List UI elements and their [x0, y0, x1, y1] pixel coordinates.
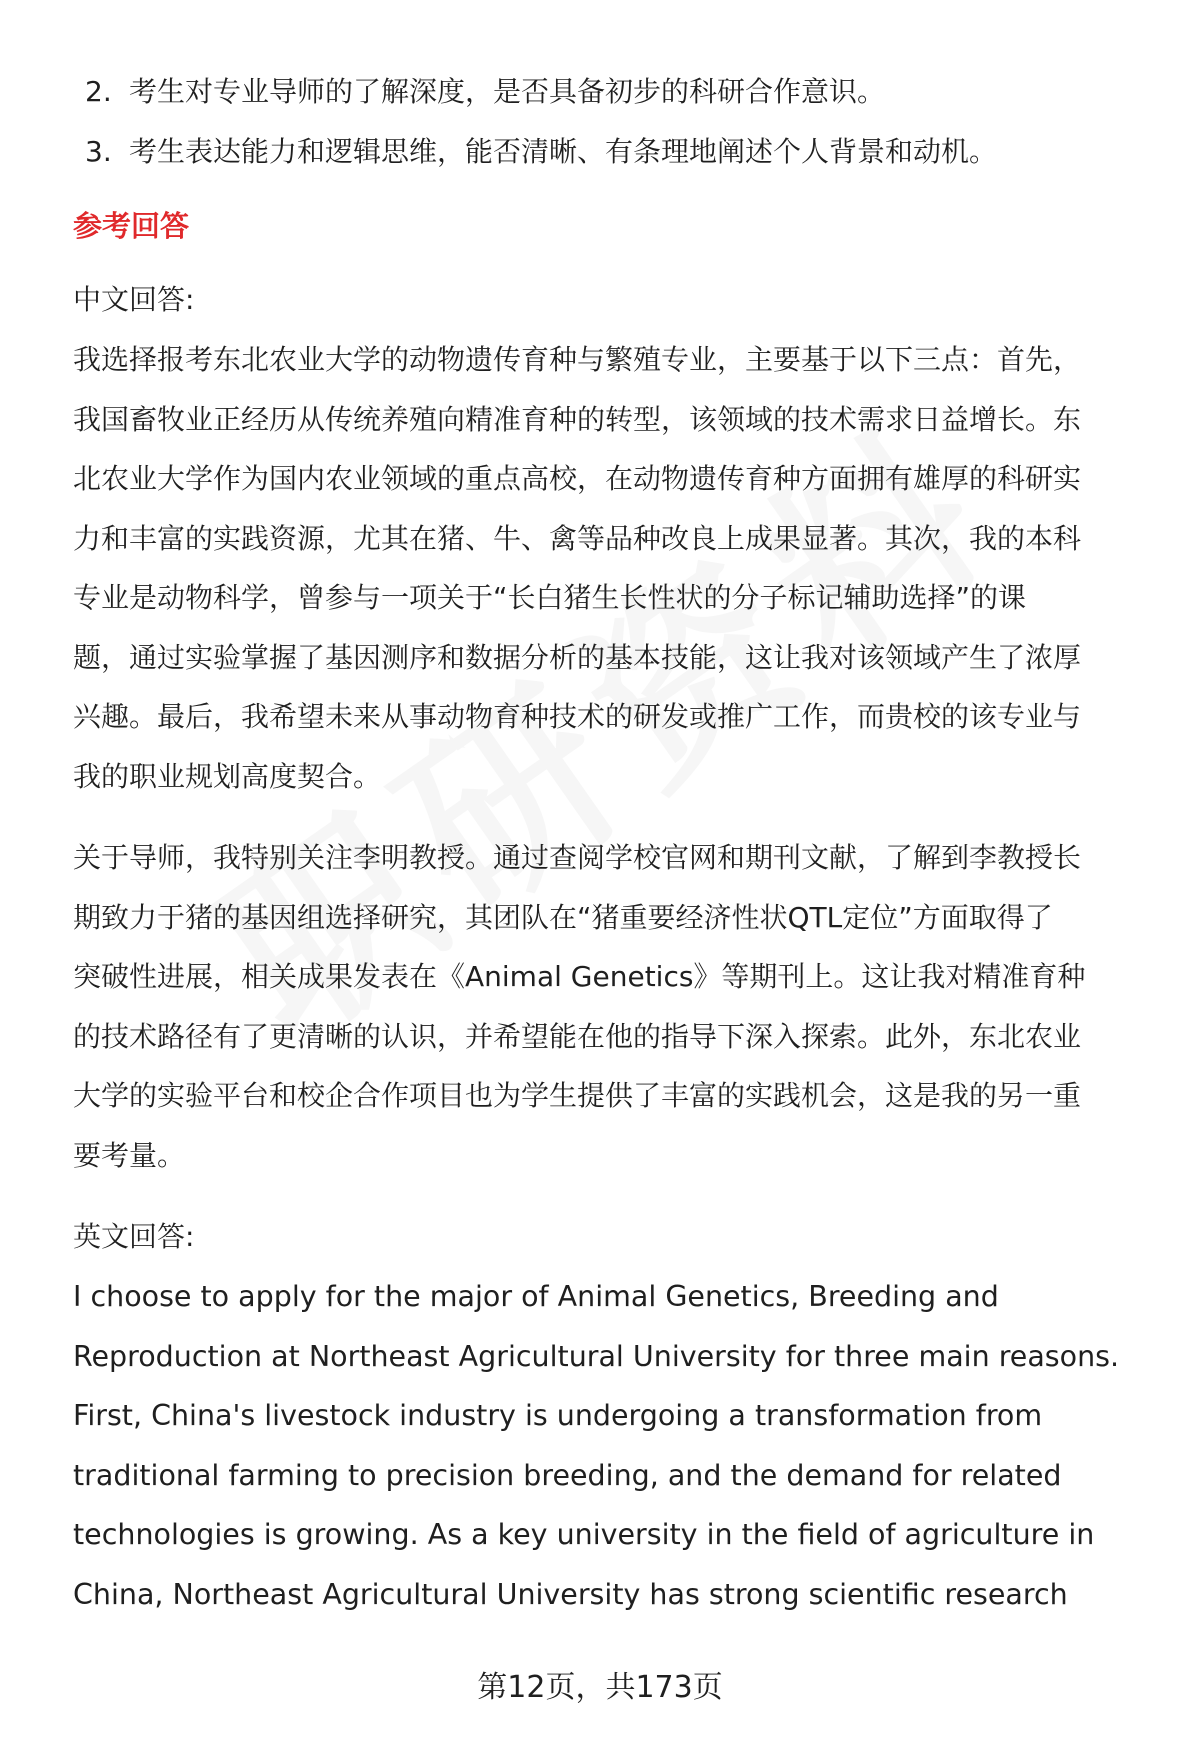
text-line: 突破性进展，相关成果发表在《Animal Genetics》等期刊上。这让我对精准育种 — [73, 960, 1086, 993]
chinese-paragraph-1 — [73, 330, 1149, 806]
text-line: 大学的实验平台和校企合作项目也为学生提供了丰富的实践机会，这是我的另一重 — [73, 1079, 1082, 1112]
list-item-text: 考生对专业导师的了解深度，是否具备初步的科研合作意识。 — [129, 75, 886, 108]
text-line: 我国畜牧业正经历从传统养殖向精准育种的转型，该领域的技术需求日益增长。东 — [73, 402, 1082, 436]
list-item-text: 考生表达能力和逻辑思维，能否清晰、有条理地阐述个人背景和动机。 — [129, 135, 998, 168]
text-line: 我选择报考东北农业大学的动物遗传育种与繁殖专业，主要基于以下三点：首先， — [73, 343, 1082, 376]
text-line: 兴趣。最后，我希望未来从事动物育种技术的研发或推广工作，而贵校的该专业与 — [73, 700, 1082, 733]
list-item — [73, 122, 1149, 182]
text-line: Reproduction at Northeast Agricultural University for three main reasons. — [73, 1339, 1120, 1373]
text-line: 关于导师，我特别关注李明教授。通过查阅学校官网和期刊文献，了解到李教授长 — [73, 841, 1082, 874]
text-line: 期致力于猪的基因组选择研究，其团队在“猪重要经济性状QTL定位”方面取得了 — [73, 900, 1053, 934]
text-line: 的技术路径有了更清晰的认识，并希望能在他的指导下深入探索。此外，东北农业 — [73, 1019, 1082, 1053]
page-content — [73, 62, 1149, 1624]
text-line: 专业是动物科学，曾参与一项关于“长白猪生长性状的分子标记辅助选择”的课 — [73, 581, 1027, 614]
text-line: First, China's livestock industry is undergoing a transformation from — [73, 1399, 1043, 1432]
reference-answer-heading: 参考回答 — [73, 209, 190, 243]
list-item-number: 2. — [85, 75, 112, 108]
page-number-footer: 第12页，共173页 — [477, 1670, 723, 1705]
text-line: technologies is growing. As a key university in the field of agriculture in — [73, 1518, 1095, 1551]
criteria-list — [73, 62, 1149, 182]
english-paragraph — [73, 1267, 1149, 1624]
chinese-paragraph-2 — [73, 828, 1149, 1185]
text-line: 北农业大学作为国内农业领域的重点高校，在动物遗传育种方面拥有雄厚的科研实 — [73, 462, 1082, 495]
chinese-answer-label: 中文回答: — [73, 283, 195, 316]
list-item — [73, 62, 1149, 122]
english-answer-label: 英文回答: — [73, 1220, 195, 1253]
text-line: 我的职业规划高度契合。 — [73, 759, 382, 793]
text-line: 力和丰富的实践资源，尤其在猪、牛、禽等品种改良上成果显著。其次，我的本科 — [73, 521, 1082, 555]
text-line: China, Northeast Agricultural University has strong scientific research — [73, 1577, 1068, 1611]
text-line: 题，通过实验掌握了基因测序和数据分析的基本技能，这让我对该领域产生了浓厚 — [73, 640, 1082, 674]
text-line: 要考量。 — [73, 1138, 186, 1172]
list-item-number: 3. — [85, 135, 112, 168]
text-line: traditional farming to precision breeding, and the demand for related — [73, 1458, 1062, 1492]
text-line: I choose to apply for the major of Animal Genetics, Breeding and — [73, 1280, 999, 1313]
